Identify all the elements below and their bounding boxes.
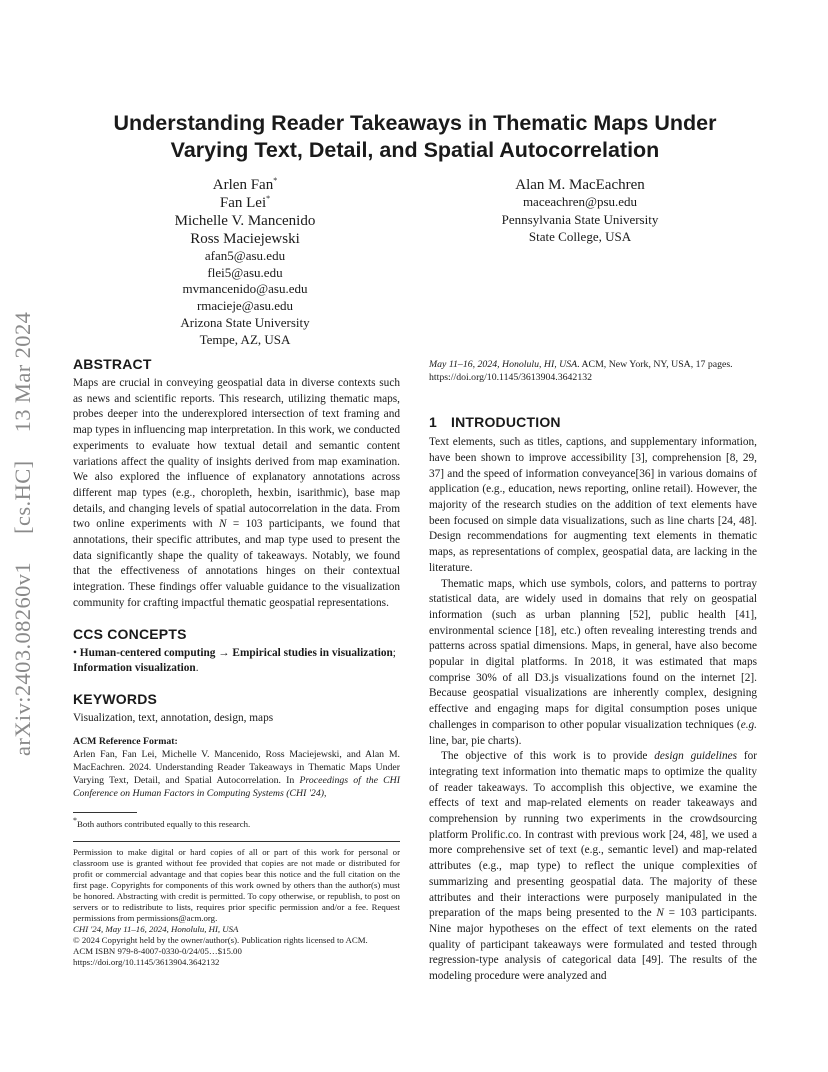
title-line-2: Varying Text, Detail, and Spatial Autocorrelation	[170, 138, 660, 162]
author-institution: Pennsylvania State University	[501, 211, 659, 227]
reference-format-heading: ACM Reference Format:	[73, 735, 178, 747]
introduction-heading: 1 INTRODUCTION	[429, 414, 561, 431]
footnote-rule	[73, 812, 137, 813]
abstract-text: Maps are crucial in conveying geospatial data in diverse contexts such as news and scientific reports. This research, utilizing thematic maps, probes deeper into the underexplored intersection of text framing and map types in influencing map interpretation. In this work, we conducted experiments to evaluate how textual detail and semantic content variations affect the quality of insights derived from map examination. We also explored the influence of explanatory annotations across different map types (e.g., choropleth, hexbin, isarithmic), base map details, and changing levels of spatial autocorrelation in the data. From two online experiments with N = 103 participants, we found that annotations, their specific attributes, and map type used to present the data significantly shape the quality of takeaways. Notably, we found that the effectiveness of annotations hinges on their contextual integration. These findings offer valuable guidance to the visualization community for crafting impactful thematic geospatial representations.	[73, 377, 400, 609]
left-column	[73, 356, 400, 968]
copyright-line: © 2024 Copyright held by the owner/author(s). Publication rights licensed to ACM.	[73, 935, 368, 946]
author-institution: Arizona State University	[180, 315, 310, 330]
left-author-block	[140, 176, 350, 348]
author-email: flei5@asu.edu	[207, 264, 283, 280]
author-location: Tempe, AZ, USA	[199, 332, 291, 347]
intro-paragraph-3: The objective of this work is to provide design guidelines for integrating text information into thematic maps to optimize the quality of reader takeaways. To accomplish this objective, we examine the effects of text and map-related elements on reader takeaways and comprehension by running two experiments in the crowdsourcing platform Prolific.co. In contrast with previous work [24, 48], we used a more comprehensive set of text (e.g., semantic level) and map-related attributes (e.g., map type) to reflect the unique complexities of summarizing and presenting geospatial data. The majority of these attributes and their interactions were purposely manipulated in the preparation of the maps being presented to the N = 103 participants. Nine major hypotheses on the effect of text elements on the rated quality of participant takeaways were formulated and tested through regression-type analysis of categorical data [49]. The results of the modeling procedure were analyzed and	[429, 750, 758, 983]
reference-doi: https://doi.org/10.1145/3613904.3642132	[429, 372, 593, 384]
author-name: Alan M. MacEachren	[515, 177, 645, 193]
abstract-heading: ABSTRACT	[73, 356, 152, 372]
arxiv-date: 13 Mar 2024	[10, 311, 35, 433]
author-email: afan5@asu.edu	[204, 248, 286, 263]
ccs-heading: CCS CONCEPTS	[73, 625, 187, 642]
right-column	[429, 358, 757, 985]
doi-line: https://doi.org/10.1145/3613904.3642132	[73, 957, 220, 968]
right-author-block	[475, 176, 685, 245]
arxiv-id: arXiv:2403.08260v1	[10, 561, 35, 756]
paper-title	[60, 110, 770, 164]
reference-format-continued: May 11–16, 2024, Honolulu, HI, USA. ACM, New York, NY, USA, 17 pages.	[429, 359, 733, 370]
keywords-heading: KEYWORDS	[73, 690, 158, 707]
author-email: maceachren@psu.edu	[522, 194, 638, 209]
author-email: rmacieje@asu.edu	[196, 297, 294, 313]
author-email: mvmancenido@asu.edu	[182, 281, 308, 296]
author-name: Michelle V. Mancenido	[174, 213, 316, 229]
permission-text: Permission to make digital or hard copies of all or part of this work for personal or classroom use is granted without fee provided that copies are not made or distributed for profit or commercial advantage and that copies bear this notice and the full citation on the first page. Copyrights for components of this work owned by others than the author(s) must be honored. Abstracting with credit is permitted. To copy otherwise, or republish, to post on servers or to redistribute to lists, requires prior specific permission and/or a fee. Request permissions from permissions@acm.org.	[73, 847, 400, 924]
keywords-text: Visualization, text, annotation, design, maps	[73, 711, 274, 724]
intro-paragraph-1: Text elements, such as titles, captions, and supplementary information, have been shown to improve accessibility [3], comprehension [8, 29, 37] and the speed of information conveyance[36] in various domains of application (e.g., education, news reporting, online retail). However, the majority of the research studies on the addition of text elements have been focused on simple data visualizations, such as line charts [24, 48]. Design recommendations for augmenting text elements in thematic maps, as representations of complex, geospatial data, are lacking in the literature.	[429, 436, 757, 574]
title-line-1: Understanding Reader Takeaways in Thematic Maps Under	[113, 111, 717, 135]
reference-format-text: Arlen Fan, Fan Lei, Michelle V. Mancenido, Ross Maciejewski, and Alan M. MacEachren. 2024. Understanding Reader Takeaways in Thematic Maps Under Varying Text, Detail, and Spatial Autocorrelation. In Proceedings of the CHI Conference on Human Factors in Computing Systems (CHI '24),	[73, 748, 400, 800]
venue-line: CHI '24, May 11–16, 2024, Honolulu, HI, USA	[73, 924, 239, 935]
author-name: Ross Maciejewski	[190, 231, 300, 247]
permission-rule	[73, 841, 400, 842]
author-name: Fan Lei*	[219, 194, 271, 211]
isbn-line: ACM ISBN 979-8-4007-0330-0/24/05…$15.00	[73, 946, 242, 957]
arxiv-category: [cs.HC]	[10, 460, 35, 534]
author-location: State College, USA	[528, 228, 632, 244]
ccs-concepts: • Human-centered computing → Empirical studies in visualization; Information visualization.	[73, 646, 396, 675]
equal-contribution-footnote: *Both authors contributed equally to this research.	[73, 816, 251, 830]
intro-paragraph-2: Thematic maps, which use symbols, colors, and patterns to portray statistical data, are widely used in domains that rely on geospatial information (such as urban planning [52], public health [41], environmental science [18], etc.) often revealing interesting trends and patterns across spatial dimensions. Maps, in general, have also become popular in digital platforms. In 2018, it was estimated that maps comprise 30% of all D3.js visualizations found on the internet [2]. Because geospatial visualizations are inherently complex, designing effective and engaging maps for digital consumption poses unique challenges in comparison to other popular visualization techniques (e.g. line, bar, pie charts).	[429, 577, 757, 747]
author-name: Arlen Fan*	[212, 176, 278, 193]
arxiv-identifier	[10, 286, 36, 756]
